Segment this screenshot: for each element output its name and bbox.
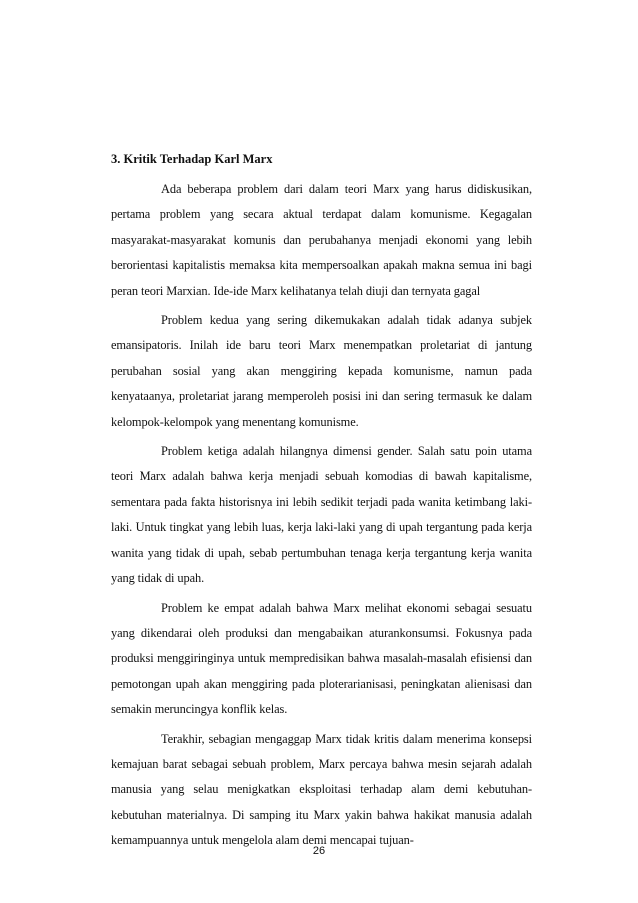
page-number: 26: [312, 845, 326, 857]
paragraph-1: Ada beberapa problem dari dalam teori Marx yang harus didiskusikan, pertama problem yang secara aktual terdapat dalam komunisme. Kegagalan masyarakat-masyarakat komunis dan perubahanya menjadi ekonomi yang lebih berorientasi kapitalistis memaksa kita mempersoalkan apakah makna semua ini bagi peran teori Marxian. Ide-ide Marx kelihatanya telah diuji dan ternyata gagal: [111, 182, 532, 298]
paragraph-4: Problem ke empat adalah bahwa Marx melihat ekonomi sebagai sesuatu yang dikendarai oleh produksi dan mengabaikan aturankonsumsi. Fokusnya pada produksi menggiringinya untuk mempredisikan bahwa masalah-masalah efisiensi dan pemotongan upah akan menggiring pada ploterarianisasi, peningkatan alienisasi dan semakin meruncingya konflik kelas.: [111, 600, 532, 717]
paragraph-3: Problem ketiga adalah hilangnya dimensi gender. Salah satu poin utama teori Marx adalah bahwa kerja menjadi sebuah komodias di bawah kapitalisme, sementara pada fakta historisnya ini lebih sedikit terjadi pada wanita ketimbang laki-laki. Untuk tingkat yang lebih luas, kerja laki-laki yang di upah tergantung pada kerja wanita yang tidak di upah, sebab pertumbuhan tenaga kerja tergantung kerja wanita yang tidak di upah.: [111, 444, 532, 586]
paragraph-2: Problem kedua yang sering dikemukakan adalah tidak adanya subjek emansipatoris. Inilah ide baru teori Marx menempatkan proletariat di jantung perubahan sosial yang akan menggiring kepada komunisme, namun pada kenyataanya, proletariat jarang memperoleh posisi ini dan sering termasuk ke dalam kelompok-kelompok yang menentang komunisme.: [111, 313, 532, 429]
body-text: [111, 177, 532, 858]
section-heading: 3. Kritik Terhadap Karl Marx: [111, 152, 273, 166]
paragraph-5: Terakhir, sebagian mengaggap Marx tidak kritis dalam menerima konsepsi kemajuan barat sebagai sebuah problem, Marx percaya bahwa mesin sejarah adalah manusia yang selau menigkatkan eksploitasi terhadap alam demi kebutuhan-kebutuhan materialnya. Di samping itu Marx yakin bahwa hakikat manusia adalah kemampuannya untuk mengelola alam demi mencapai tujuan-: [111, 731, 532, 848]
